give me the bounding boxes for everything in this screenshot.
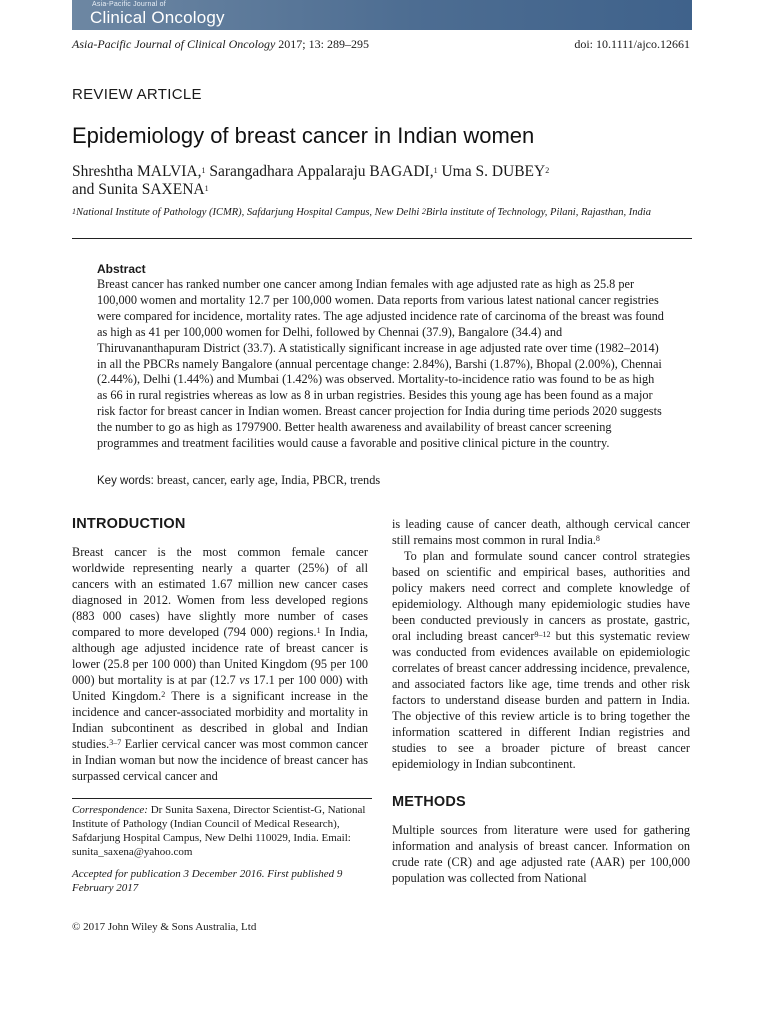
copyright: © 2017 John Wiley & Sons Australia, Ltd <box>72 921 257 933</box>
correspondence-details: Dr Sunita Saxena, Director Scientist-G, National Institute of Pathology (Indian Council of Medical Research), Safdarjung Hospital Campus, New Delhi 110029, India. Email: sunita_saxena@yahoo.com <box>72 804 366 858</box>
article-type: REVIEW ARTICLE <box>72 86 202 103</box>
methods-paragraph: Multiple sources from literature were used for gathering information and analysis of breast cancer. Information on crude rate (CR) and age adjusted rate (AAR) per 100,000 population was collected from National <box>392 823 690 885</box>
header-divider <box>72 238 692 239</box>
author-list <box>72 163 692 199</box>
keywords-label: Key words: <box>97 475 154 487</box>
citation-ref[interactable]: 9–12 <box>534 630 551 639</box>
journal-citation <box>72 37 369 52</box>
citation-ref[interactable]: 8 <box>595 534 600 543</box>
text-run: vs <box>239 673 250 687</box>
affiliation-1: National Institute of Pathology (ICMR), Safdarjung Hospital Campus, New Delhi <box>76 207 420 218</box>
citation-details: 2017; 13: 289–295 <box>275 37 369 51</box>
correspondence-divider <box>72 798 372 799</box>
journal-name-logo: Clinical Oncology <box>90 8 225 27</box>
text-run: To plan and formulate sound cancer control strategies based on scientific and empirical bases, authorities and policy makers need correct and complete knowledge of epidemiology. Although many epidemiologic studies have been conducted previously in cancers as prostate, gastric, oral including breast cancer <box>392 549 690 643</box>
affiliation-mark: 1 <box>72 207 76 216</box>
text-run: 17.1 per 100 000) with United Kingdom. <box>72 673 368 703</box>
doi[interactable]: doi: 10.1111/ajco.12661 <box>574 37 690 51</box>
correspondence-label: Correspondence: <box>72 804 148 816</box>
accepted-date: Accepted for publication 3 December 2016. First published 9 February 2017 <box>72 868 343 894</box>
affiliation-2: Birla institute of Technology, Pilani, Rajasthan, India <box>425 207 651 218</box>
journal-name-small: Asia-Pacific Journal of <box>92 1 166 8</box>
methods-heading: METHODS <box>392 794 466 810</box>
abstract-heading: Abstract <box>97 262 146 276</box>
correspondence-text <box>72 803 372 859</box>
citation-ref[interactable]: 3–7 <box>109 738 122 747</box>
keywords-list: breast, cancer, early age, India, PBCR, trends <box>153 473 381 487</box>
text-run: Breast cancer is the most common female cancer worldwide representing nearly a quarter (25%) of all cancers with an estimated 1.67 million new cancer cases diagnosed in 2012. Women from less developed regions (883 000 cases) have slightly more number of cases compared to more developed (794 000) regions. <box>72 545 368 639</box>
correspondence-block <box>72 798 372 895</box>
journal-banner <box>72 0 692 30</box>
introduction-paragraph-1-continued <box>392 516 690 548</box>
citation-journal: Asia-Pacific Journal of Clinical Oncology <box>72 37 276 51</box>
author-affiliation-mark: 1 <box>201 166 206 175</box>
text-run: but this systematic review was conducted from evidences available on epidemiologic correlates of breast cancer addressing incidence, prevalence, and associated factors like age, time trends and other risk factors to understand disease burden and pattern in India. The objective of this review article is to bring together the information scattered in different Indian registries and studies to see a broader picture of breast cancer epidemiology in Indian subcontinent. <box>392 629 690 771</box>
text-run: Earlier cervical cancer was most common cancer in Indian woman but now the incidence of breast cancer has surpassed cervical cancer and <box>72 737 368 783</box>
author-affiliation-mark: 1 <box>433 166 438 175</box>
article-title: Epidemiology of breast cancer in Indian women <box>72 123 535 148</box>
text-run: There is a significant increase in the incidence and cancer-associated morbidity and mortality in Indian subcontinent as described in global and Indian studies. <box>72 689 368 751</box>
author-affiliation-mark: 2 <box>545 166 550 175</box>
author-name: Sarangadhara Appalaraju BAGADI, <box>209 163 434 180</box>
introduction-paragraph-1 <box>72 544 368 784</box>
affiliation-mark: 2 <box>421 207 426 216</box>
right-column <box>392 516 690 886</box>
affiliations <box>72 205 694 221</box>
author-affiliation-mark: 1 <box>204 184 209 193</box>
abstract-section <box>97 262 667 452</box>
author-name: Shreshtha MALVIA, <box>72 163 202 180</box>
left-column <box>72 516 368 784</box>
citation-ref[interactable]: 1 <box>316 626 321 635</box>
text-run: is leading cause of cancer death, although cervical cancer still remains most common in rural India. <box>392 517 690 547</box>
introduction-heading: INTRODUCTION <box>72 516 186 532</box>
citation-ref[interactable]: 2 <box>161 690 166 699</box>
introduction-paragraph-2 <box>392 548 690 772</box>
author-name: Uma S. DUBEY <box>441 163 546 180</box>
author-name: and Sunita SAXENA <box>72 181 205 198</box>
text-run: In India, although age adjusted incidence rate of breast cancer is lower (25.8 per 100 000) than United Kingdom (95 per 100 000) but mortality is at par (12.7 <box>72 625 368 687</box>
keywords <box>97 473 380 488</box>
abstract-text: Breast cancer has ranked number one cancer among Indian females with age adjusted rate as high as 25.8 per 100,000 women and mortality 12.7 per 100,000 women. Data reports from various latest national cancer registries were compared for incidence, mortality rates. The age adjusted incidence rate of carcinoma of the breast was found as high as 41 per 100,000 women for Delhi, followed by Chennai (37.9), Bangalore (34.4) and Thiruvananthapuram District (33.7). A statistically significant increase in age adjusted rate over time (1982–2014) in all the PBCRs namely Bangalore (annual percentage change: 2.84%), Barshi (1.87%), Bhopal (2.00%), Chennai (2.44%), Delhi (1.44%) and Mumbai (1.42%) was observed. Mortality-to-incidence ratio was found to be as high as 66 in rural registries whereas as low as 8 in urban registries. Besides this young age has been found as a major risk factor for breast cancer in Indian women. Breast cancer projection for India during time periods 2020 suggests the number to go as high as 1797900. Better health awareness and availability of breast cancer screening programmes and treatment facilities would cause a favorable and positive clinical picture in the country. <box>97 277 664 451</box>
